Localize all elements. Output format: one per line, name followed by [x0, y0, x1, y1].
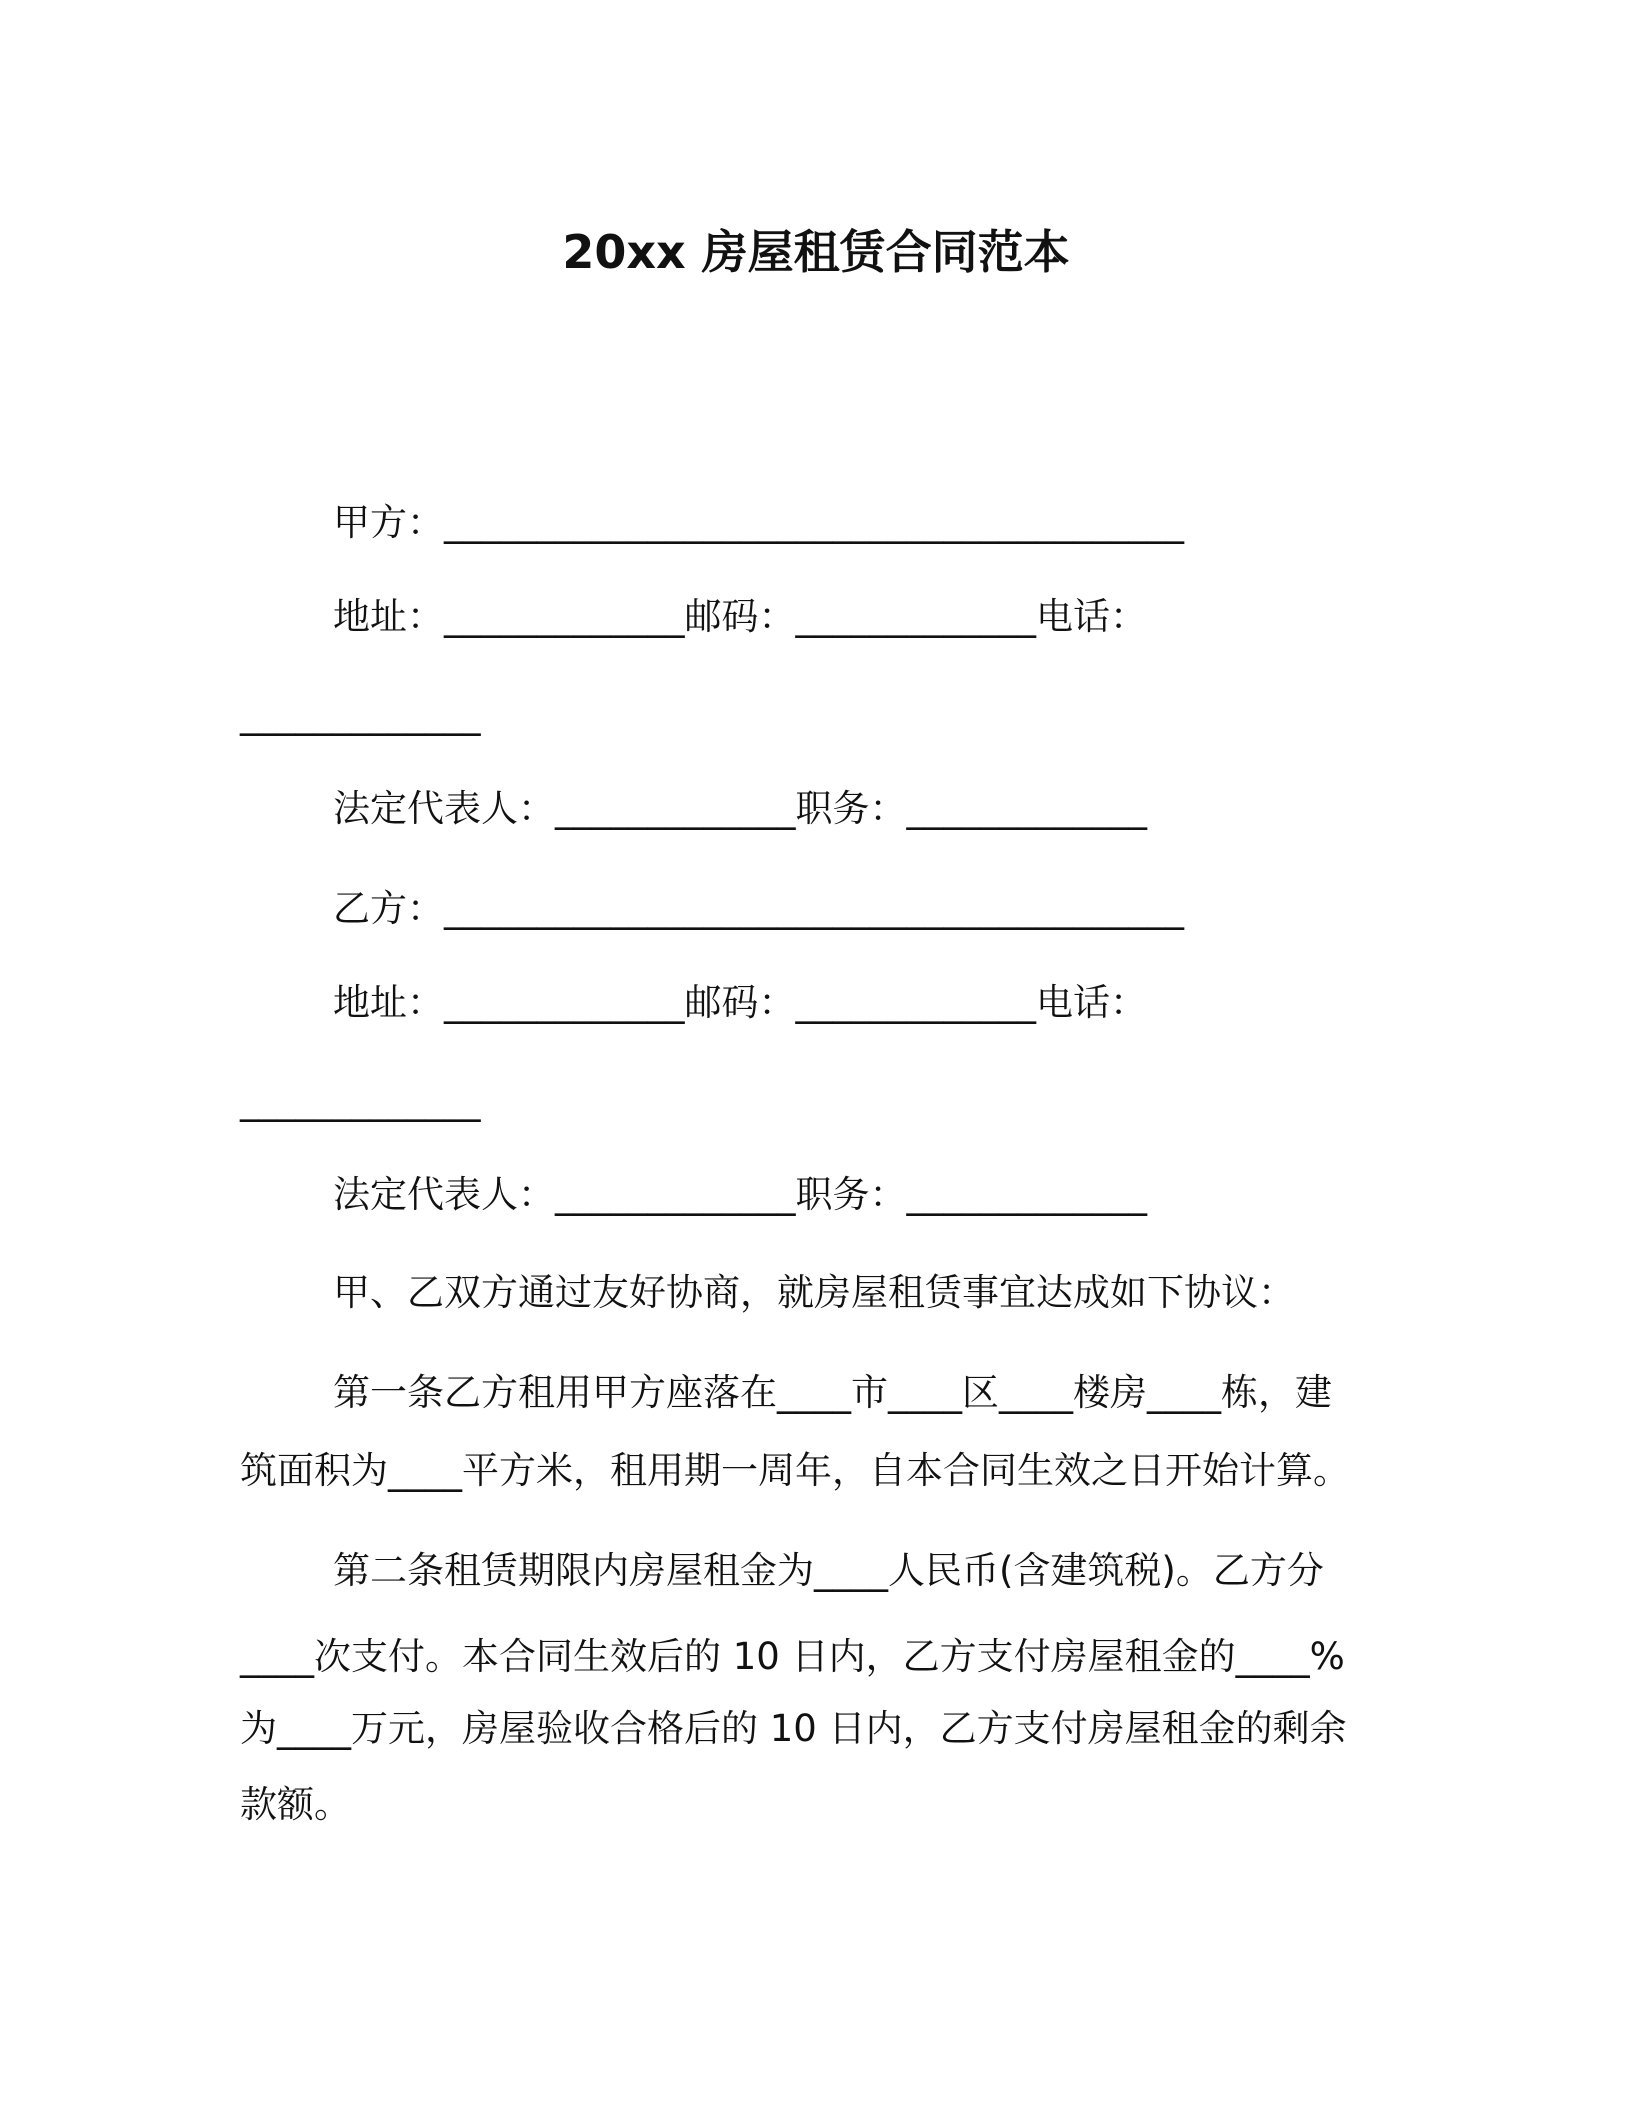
party-b-representative-line: 法定代表人：_____________职务：_____________ — [333, 1173, 1147, 1216]
article-2-line-4: 款额。 — [240, 1783, 351, 1826]
article-2-line-1: 第二条租赁期限内房屋租金为____人民币(含建筑税)。乙方分 — [333, 1549, 1324, 1592]
party-b-address-line: 地址：_____________邮码：_____________电话： — [333, 981, 1147, 1024]
party-b-name-line: 乙方：________________________________________ — [333, 887, 1184, 930]
party-a-representative-line: 法定代表人：_____________职务：_____________ — [333, 787, 1147, 830]
article-1-line-1: 第一条乙方租用甲方座落在____市____区____楼房____栋，建 — [333, 1371, 1332, 1414]
party-a-address-line: 地址：_____________邮码：_____________电话： — [333, 595, 1147, 638]
agreement-intro: 甲、乙双方通过友好协商，就房屋租赁事宜达成如下协议： — [333, 1271, 1295, 1314]
party-b-phone-blank: _____________ — [240, 1079, 481, 1122]
document-title: 20xx 房屋租赁合同范本 — [562, 225, 1070, 279]
party-a-phone-blank: _____________ — [240, 693, 481, 736]
party-a-name-line: 甲方：________________________________________ — [333, 501, 1184, 544]
article-2-line-3: 为____万元，房屋验收合格后的 10 日内，乙方支付房屋租金的剩余 — [240, 1707, 1347, 1750]
article-1-line-2: 筑面积为____平方米，租用期一周年，自本合同生效之日开始计算。 — [240, 1449, 1350, 1492]
article-2-line-2: ____次支付。本合同生效后的 10 日内，乙方支付房屋租金的____% — [240, 1635, 1345, 1678]
